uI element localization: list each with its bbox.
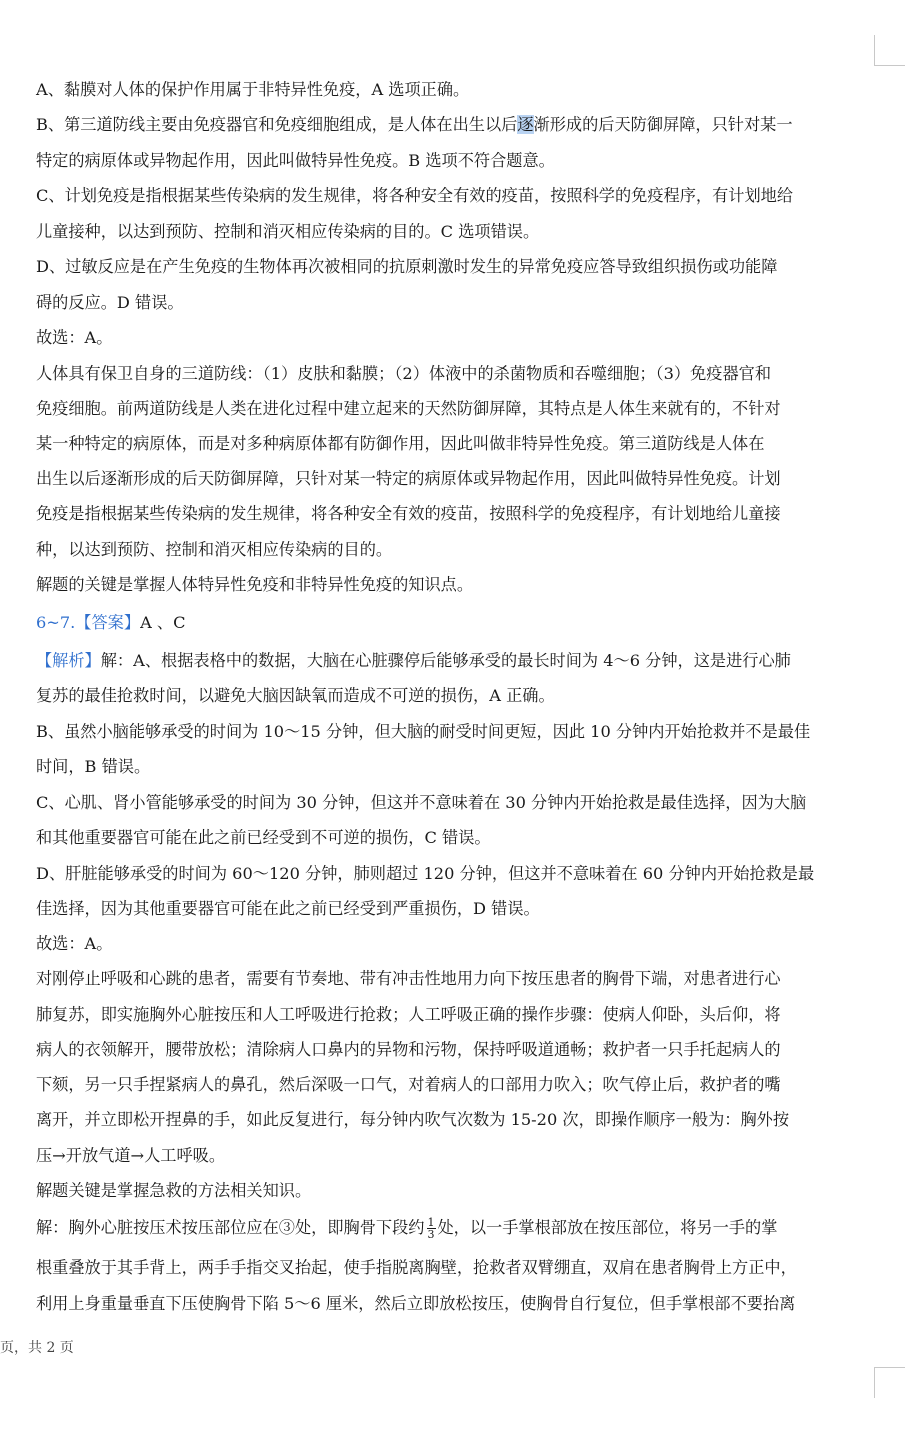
- text-line: 复苏的最佳抢救时间，以避免大脑因缺氧而造成不可逆的损伤，A 正确。: [36, 686, 555, 705]
- text-line: D、肝脏能够承受的时间为 60～120 分钟，肺则超过 120 分钟，但这并不意味着在 60 分钟内开始抢救是最: [36, 864, 815, 883]
- text-line: 和其他重要器官可能在此之前已经受到不可逆的损伤，C 错误。: [36, 828, 491, 847]
- fraction-numerator: 1: [427, 1216, 435, 1229]
- text-segment: 渐形成的后天防御屏障，只针对某一: [533, 115, 793, 134]
- answer-value: A 、C: [140, 613, 186, 632]
- page-corner-mark-top: [874, 35, 905, 66]
- text-line: 肺复苏，即实施胸外心脏按压和人工呼吸进行抢救；人工呼吸正确的操作步骤：使病人仰卧，头后仰，将: [36, 1005, 781, 1024]
- text-line: 解题关键是掌握急救的方法相关知识。: [36, 1181, 312, 1200]
- text-line: 对刚停止呼吸和心跳的患者，需要有节奏地、带有冲击性地用力向下按压患者的胸骨下端，对患者进行心: [36, 969, 781, 988]
- answer-label: 6~7.【答案】: [36, 613, 141, 632]
- text-line: 碍的反应。D 错误。: [36, 293, 184, 312]
- solution-line: [36, 1210, 777, 1246]
- analysis-line: [36, 643, 791, 679]
- text-segment: B、第三道防线主要由免疫器官和免疫细胞组成，是人体在出生以后: [36, 115, 518, 134]
- text-line: 某一种特定的病原体，而是对多种病原体都有防御作用，因此叫做非特异性免疫。第三道防线是人体在: [36, 434, 765, 453]
- answer-line: [36, 605, 185, 641]
- text-line: 病人的衣领解开，腰带放松；清除病人口鼻内的异物和污物，保持呼吸道通畅；救护者一只手托起病人的: [36, 1040, 781, 1059]
- text-line: 故选：A。: [36, 934, 113, 953]
- analysis-text: 解：A、根据表格中的数据，大脑在心脏骤停后能够承受的最长时间为 4～6 分钟，这是进行心肺: [100, 651, 791, 670]
- text-line: 佳选择，因为其他重要器官可能在此之前已经受到严重损伤，D 错误。: [36, 899, 540, 918]
- text-line: 时间，B 错误。: [36, 757, 151, 776]
- solution-text: 解：胸外心脏按压术按压部位应在③处，即胸骨下段约: [36, 1218, 425, 1237]
- text-line: 人体具有保卫自身的三道防线：（1）皮肤和黏膜；（2）体液中的杀菌物质和吞噬细胞；（3）免疫器官和: [36, 364, 772, 383]
- text-line: 免疫细胞。前两道防线是人类在进化过程中建立起来的天然防御屏障，其特点是人体生来就有的，不针对: [36, 399, 781, 418]
- text-line: 下颏，另一只手捏紧病人的鼻孔，然后深吸一口气，对着病人的口部用力吹入；吹气停止后，救护者的嘴: [36, 1075, 781, 1094]
- text-line: 免疫是指根据某些传染病的发生规律，将各种安全有效的疫苗，按照科学的免疫程序，有计划地给儿童接: [36, 504, 781, 523]
- solution-text: 处，以一手掌根部放在按压部位，将另一手的掌: [437, 1218, 778, 1237]
- text-line: 解题的关键是掌握人体特异性免疫和非特异性免疫的知识点。: [36, 575, 474, 594]
- text-line: 故选：A。: [36, 328, 113, 347]
- fraction: [427, 1217, 436, 1240]
- text-line: 根重叠放于其手背上，两手手指交叉抬起，使手指脱离胸壁，抢救者双臂绷直，双肩在患者胸骨上方正中，: [36, 1258, 797, 1277]
- page-footer: 页，共 2 页: [0, 1340, 74, 1356]
- text-line: 压→开放气道→人工呼吸。: [36, 1146, 226, 1165]
- text-cursor-highlight: 逐: [517, 115, 534, 134]
- text-line: C、计划免疫是指根据某些传染病的发生规律，将各种安全有效的疫苗，按照科学的免疫程序，有计划地给: [36, 186, 794, 205]
- text-line: A、黏膜对人体的保护作用属于非特异性免疫，A 选项正确。: [36, 80, 470, 99]
- text-line: 离开，并立即松开捏鼻的手，如此反复进行，每分钟内吹气次数为 15-20 次，即操作顺序一般为：胸外按: [36, 1110, 790, 1129]
- text-line: 特定的病原体或异物起作用，因此叫做特异性免疫。B 选项不符合题意。: [36, 151, 555, 170]
- text-line: [36, 107, 793, 143]
- text-line: 种，以达到预防、控制和消灭相应传染病的目的。: [36, 540, 393, 559]
- text-line: C、心肌、肾小管能够承受的时间为 30 分钟，但这并不意味着在 30 分钟内开始抢救是最佳选择，因为大脑: [36, 793, 807, 812]
- analysis-label: 【解析】: [36, 651, 101, 670]
- fraction-denominator: 3: [427, 1228, 435, 1241]
- text-line: 利用上身重量垂直下压使胸骨下陷 5～6 厘米，然后立即放松按压，使胸骨自行复位，但手掌根部不要抬离: [36, 1294, 796, 1313]
- text-line: 儿童接种，以达到预防、控制和消灭相应传染病的目的。C 选项错误。: [36, 222, 540, 241]
- text-line: B、虽然小脑能够承受的时间为 10～15 分钟，但大脑的耐受时间更短，因此 10 分钟内开始抢救并不是最佳: [36, 722, 811, 741]
- text-line: 出生以后逐渐形成的后天防御屏障，只针对某一特定的病原体或异物起作用，因此叫做特异性免疫。计划: [36, 469, 781, 488]
- page-corner-mark-bottom: [874, 1367, 905, 1398]
- text-line: D、过敏反应是在产生免疫的生物体再次被相同的抗原刺激时发生的异常免疫应答导致组织损伤或功能障: [36, 257, 778, 276]
